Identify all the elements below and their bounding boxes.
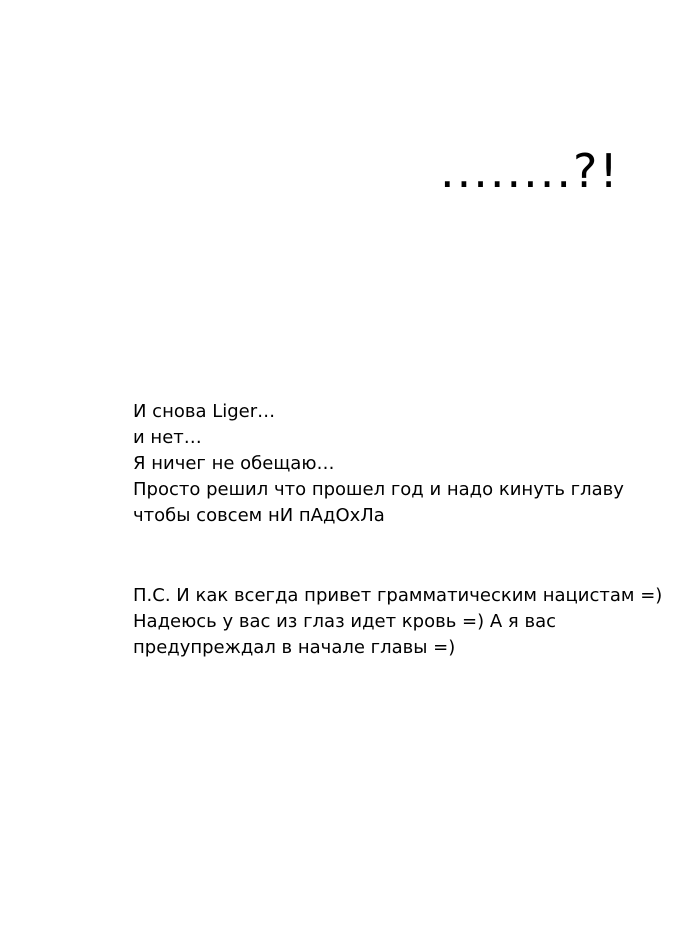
note-line: чтобы совсем нИ пАдОхЛа bbox=[133, 505, 385, 526]
postscript-line: Надеюсь у вас из глаз идет кровь =) А я вас bbox=[133, 611, 556, 632]
author-note bbox=[133, 399, 624, 529]
postscript-note bbox=[133, 583, 662, 661]
note-line: Просто решил что прошел год и надо кинуть главу bbox=[133, 479, 624, 500]
postscript-line: П.С. И как всегда привет грамматическим нацистам =) bbox=[133, 585, 663, 606]
headline-text: ........?! bbox=[440, 144, 620, 198]
note-line: Я ничег не обещаю… bbox=[133, 453, 335, 474]
postscript-line: предупреждал в начале главы =) bbox=[133, 637, 456, 658]
note-line: И снова Liger… bbox=[133, 401, 276, 422]
note-line: и нет… bbox=[133, 427, 202, 448]
